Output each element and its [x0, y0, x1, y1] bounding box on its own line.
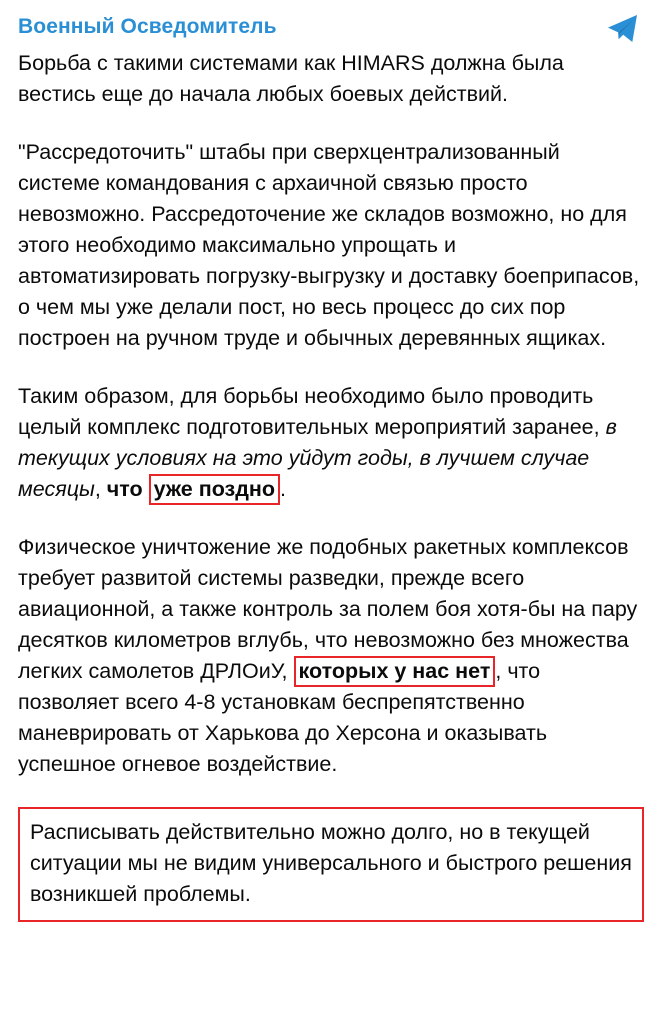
paragraph-3-bold: что: [106, 477, 149, 501]
paragraph-3-italic: в текущих условиях на это уйдут годы, в лучшем случае месяцы: [18, 415, 617, 501]
post-body: [18, 48, 644, 922]
paragraph-4: [18, 532, 644, 780]
paragraph-2: "Рассредоточить" штабы при сверхцентрализованный системе командования с архаичной связью просто невозможно. Рассредоточение же складов возможно, но для этого необходимо максимально упрощать и автоматизировать погрузку-выгрузку и доставку боеприпасов, о чем мы уже делали пост, но весь процесс до сих пор построен на ручном труде и обычных деревянных ящиках.: [18, 140, 640, 350]
telegram-icon[interactable]: [606, 12, 640, 46]
paragraph-3-tail: .: [280, 477, 286, 501]
paragraph-3-mid: ,: [94, 477, 107, 501]
highlighted-conclusion-box: [18, 807, 644, 922]
paragraph-4-lead: Физическое уничтожение же подобных ракетных комплексов требует развитой системы разведки, прежде всего авиационной, а также контроль за полем боя хотя-бы на пару десятков километров вглубь, что невозможно без множества легких самолетов ДРЛОиУ,: [18, 535, 638, 683]
highlight-uzhe-pozdno: уже поздно: [149, 474, 280, 505]
highlight-kotorykh-u-nas-net: которых у нас нет: [294, 656, 496, 687]
paragraph-3-lead: Таким образом, для борьбы необходимо было проводить целый комплекс подготовительных мероприятий заранее,: [18, 384, 606, 439]
paragraph-1: Борьба с такими системами как HIMARS должна была вестись еще до начала любых боевых действий.: [18, 51, 564, 106]
post-header: [18, 14, 644, 46]
channel-name[interactable]: Военный Осведомитель: [18, 15, 277, 38]
paragraph-3: [18, 381, 644, 505]
paragraph-4-tail: , что позволяет всего 4-8 установкам беспрепятственно маневрировать от Харькова до Херсона и оказывать успешное огневое воздействие.: [18, 659, 548, 776]
paragraph-5: Расписывать действительно можно долго, но в текущей ситуации мы не видим универсального и быстрого решения возникшей проблемы.: [30, 820, 632, 906]
